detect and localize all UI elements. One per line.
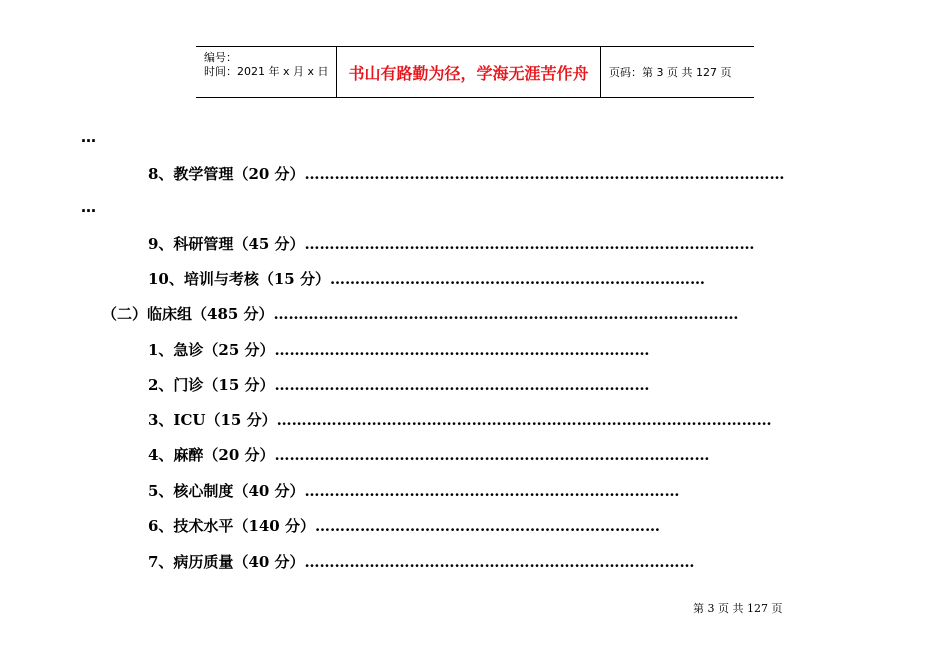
- toc-entry-label: 9、科研管理（45 分）: [148, 235, 305, 253]
- toc-entry-5: [148, 479, 680, 503]
- ellipsis: …: [81, 128, 96, 146]
- toc-leader-dots: ……………………………………………………………………………: [274, 446, 710, 464]
- toc-entry-9: [148, 232, 755, 256]
- page-header: [196, 46, 754, 98]
- toc-leader-dots: …………………………………………………………………………………: [273, 305, 739, 323]
- toc-entry-label: （二）临床组（485 分）: [102, 305, 274, 323]
- toc-entry-label: 2、门诊（15 分）: [148, 376, 275, 394]
- time-label: 时间：2021 年 x 月 x 日: [204, 65, 329, 78]
- toc-entry-6: [148, 514, 660, 538]
- toc-section-clinical: [102, 302, 739, 326]
- toc-leader-dots: ……………………………………………………………………: [304, 553, 695, 571]
- toc-leader-dots: ……………………………………………………………………………………: [304, 165, 785, 183]
- header-motto: 书山有路勤为径，学海无涯苦作舟: [337, 47, 601, 97]
- toc-leader-dots: ……………………………………………………………: [314, 517, 660, 535]
- toc-entry-label: 8、教学管理（20 分）: [148, 165, 305, 183]
- toc-entry-label: 4、麻醉（20 分）: [148, 446, 275, 464]
- ellipsis: …: [81, 198, 96, 216]
- toc-leader-dots: ………………………………………………………………………………: [304, 235, 755, 253]
- toc-entry-8: [148, 162, 785, 186]
- toc-entry-1: [148, 338, 650, 362]
- toc-entry-4: [148, 443, 710, 467]
- toc-entry-label: 3、ICU（15 分）: [148, 411, 277, 429]
- toc-leader-dots: …………………………………………………………………: [274, 376, 650, 394]
- toc-leader-dots: …………………………………………………………………: [329, 270, 705, 288]
- toc-entry-3: [148, 408, 772, 432]
- toc-entry-10: [148, 267, 705, 291]
- number-label: 编号：: [204, 51, 237, 64]
- header-meta: [196, 47, 337, 97]
- toc-entry-label: 1、急诊（25 分）: [148, 341, 275, 359]
- toc-entry-2: [148, 373, 650, 397]
- toc-leader-dots: …………………………………………………………………: [274, 341, 650, 359]
- toc-leader-dots: ………………………………………………………………………………………: [276, 411, 772, 429]
- toc-entry-label: 10、培训与考核（15 分）: [148, 270, 330, 288]
- toc-leader-dots: …………………………………………………………………: [304, 482, 680, 500]
- toc-entry-label: 7、病历质量（40 分）: [148, 553, 305, 571]
- header-page-code: 页码：第 3 页 共 127 页: [609, 66, 732, 79]
- toc-entry-label: 5、核心制度（40 分）: [148, 482, 305, 500]
- toc-entry-label: 6、技术水平（140 分）: [148, 517, 315, 535]
- page-footer: 第 3 页 共 127 页: [693, 602, 783, 615]
- toc-entry-7: [148, 550, 695, 574]
